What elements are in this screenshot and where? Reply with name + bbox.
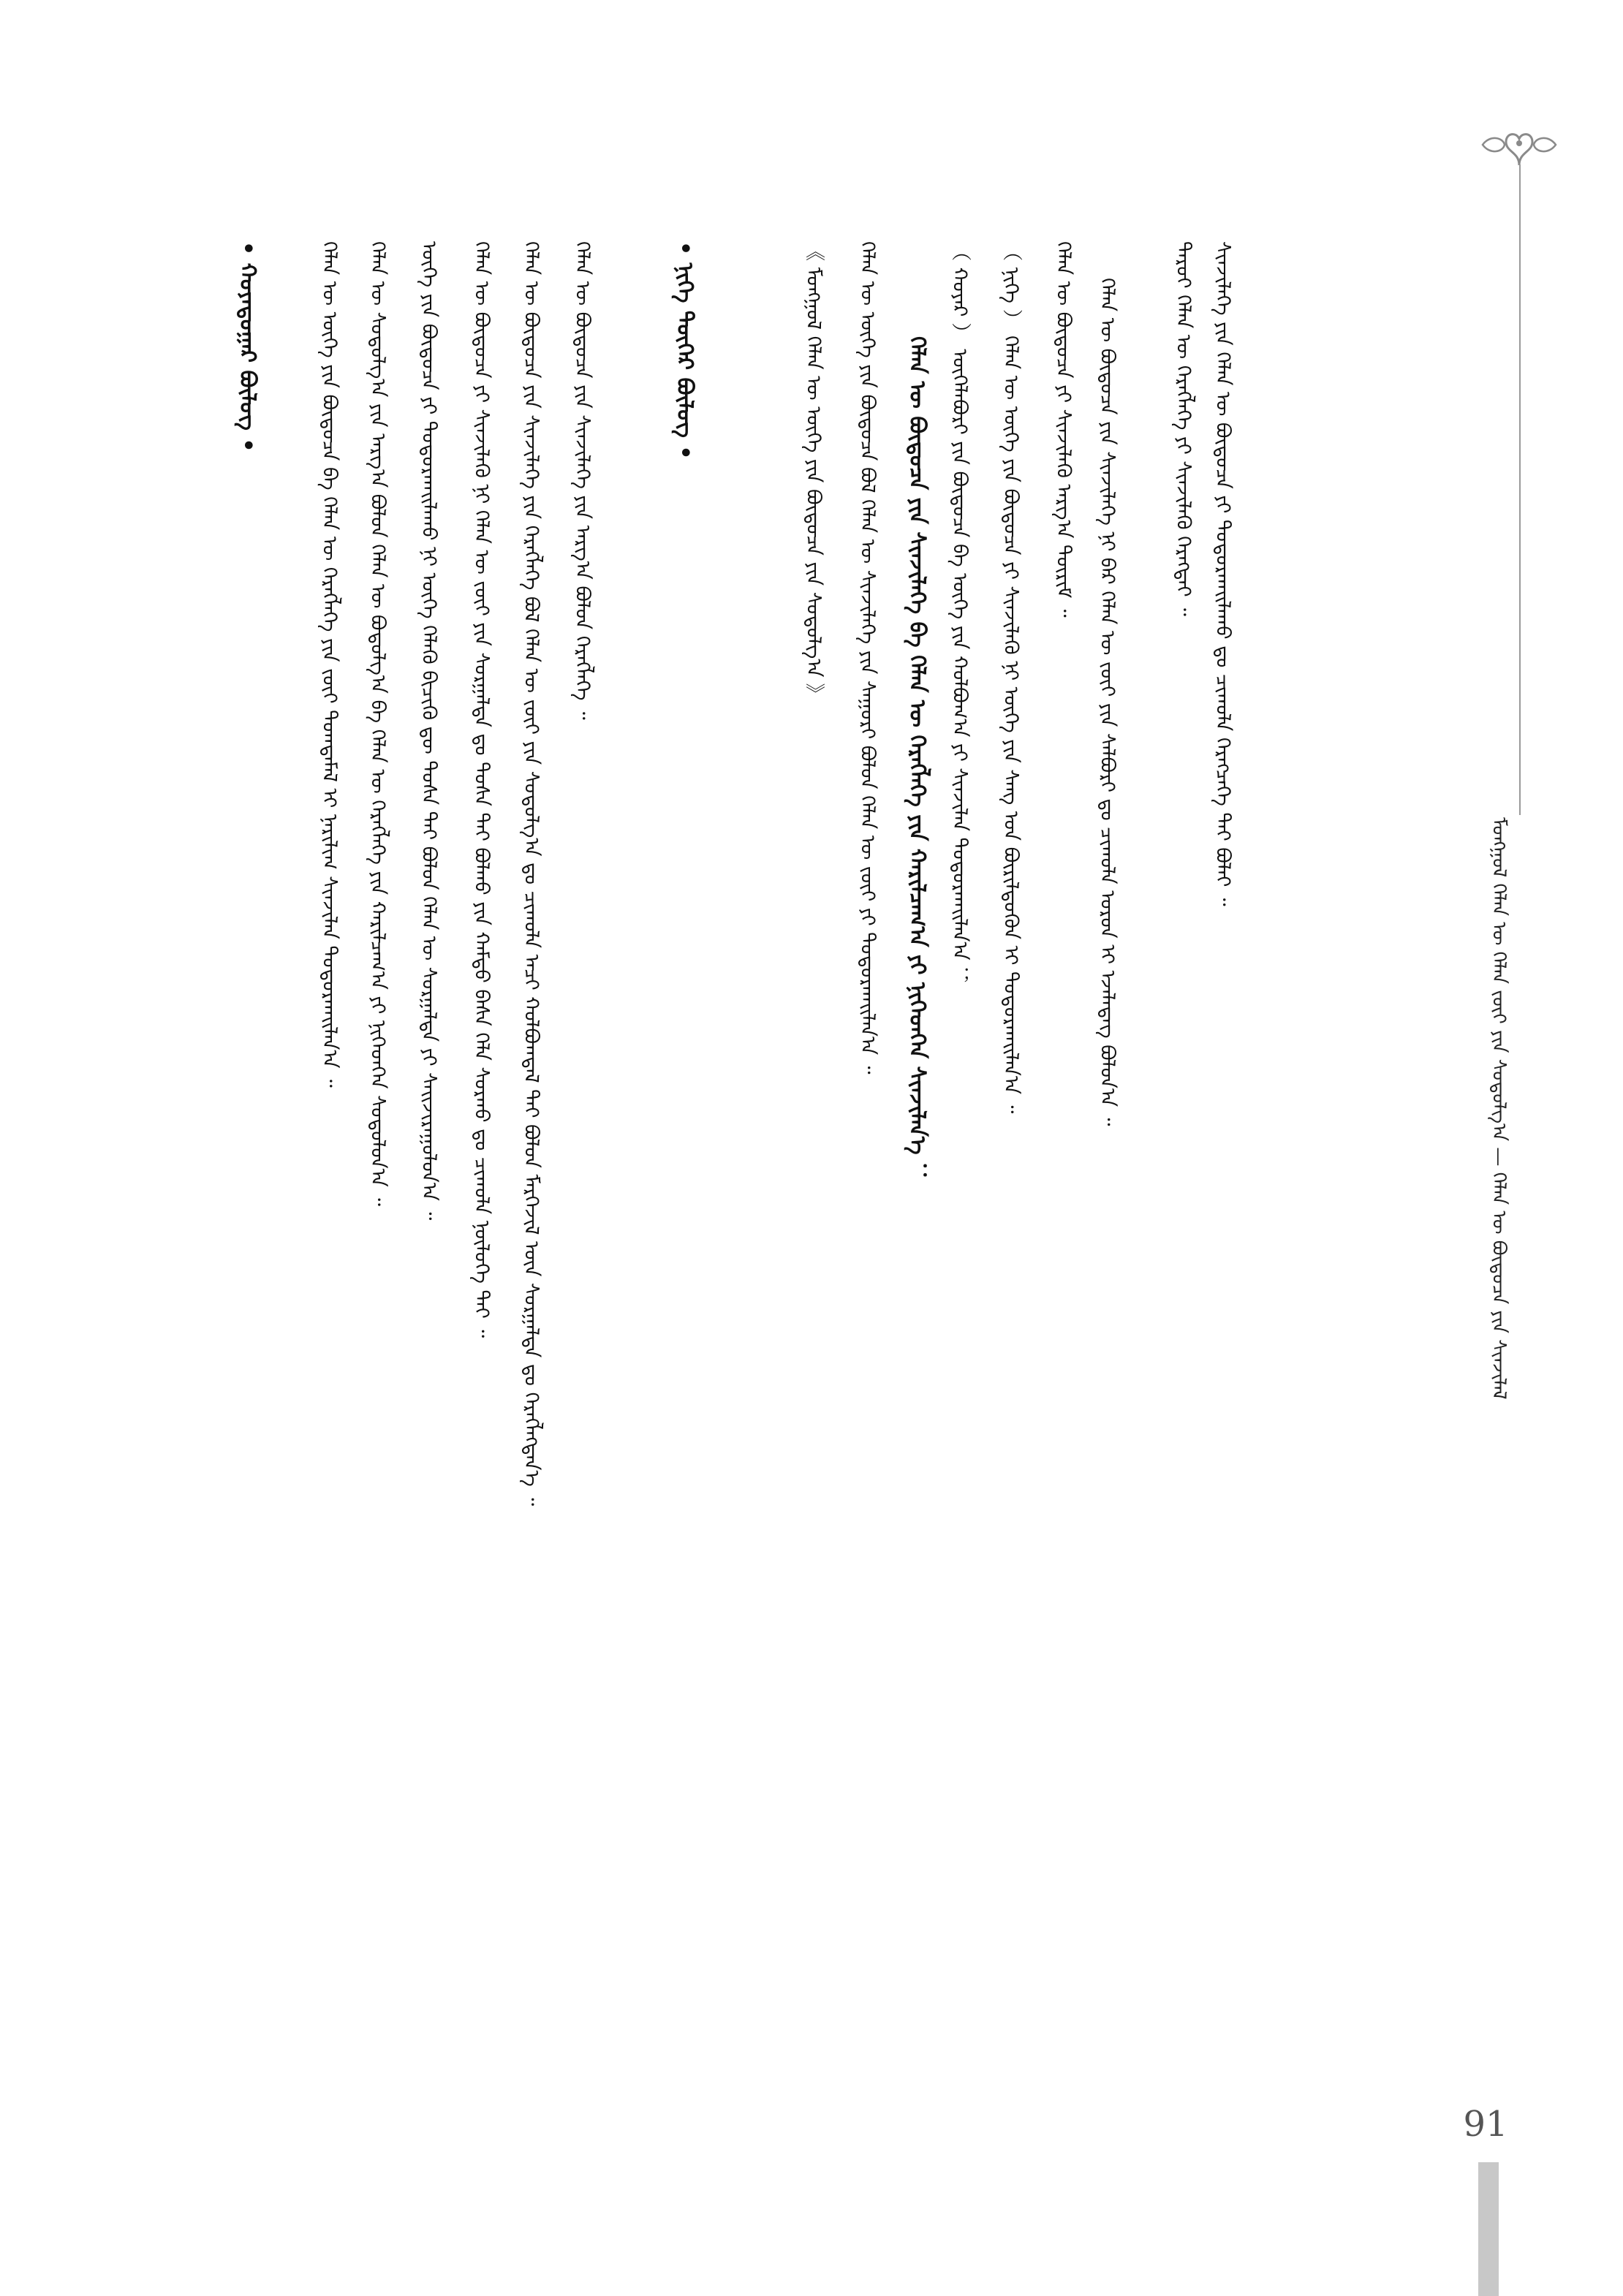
header-rule: [1519, 164, 1521, 815]
body-line: ᠬᠡᠯᠡᠨ ᠦ ᠦᠭᠡ ᠶᠢᠨ ᠪᠦᠲᠦᠴᠡ ᠪᠣᠯ ᠬᠡᠯᠡᠨ ᠦ ᠰᠢᠨᠵᠢᠯᠡᠭᠡ ᠶᠢᠨ ᠰᠠᠭᠤᠷᠢ ᠪᠣᠯᠤᠨ ᠬᠡᠯᠡᠨ ᠦ ᠵᠦᠢ ᠶᠢ ᠲᠣᠳᠣᠷᠬᠠᠢᠯᠠᠨ᠎ᠠ ᠃: [856, 241, 879, 1075]
section-heading: • ᠬᠣᠶᠠᠳᠤᠭᠠᠷ ᠪᠦᠯᠦᠭ •: [235, 241, 260, 452]
body-line: ᠬᠡᠯᠡᠨ ᠦ ᠪᠦᠲᠦᠴᠡ ᠶᠢ ᠰᠢᠨᠵᠢᠯᠡᠬᠦ ᠨᠢ ᠬᠡᠯᠡᠨ ᠦ ᠵᠦᠢ ᠶᠢᠨ ᠰᠣᠷᠭᠠᠯᠲᠠ ᠳᠤ ᠲᠤᠰᠠ ᠲᠠᠢ ᠪᠣᠯᠬᠤ ᠶᠢᠨ ᠬᠠᠮᠲᠤ ᠪᠠᠰᠠ ᠬᠡᠯᠡ ᠰᠤᠷᠬᠤ ᠳᠤ ᠴᠢᠬᠤᠯᠠ ᠨᠥᠯᠦᠭᠡ ᠲᠠᠢ ᠃: [470, 241, 493, 1338]
body-line: ᠳᠠᠷᠤᠢ ᠬᠡᠯᠡᠨ ᠦ ᠬᠡᠷᠡᠭᠯᠡᠭᠡ ᠶᠢ ᠰᠢᠨᠵᠢᠯᠡᠬᠦ ᠬᠡᠷᠡᠭᠲᠡᠢ ᠃: [1172, 241, 1195, 616]
body-line: ᠦᠭᠡ ᠶᠢᠨ ᠪᠦᠲᠦᠴᠡ ᠶᠢ ᠲᠣᠳᠣᠷᠬᠠᠢᠯᠠᠬᠤ ᠨᠢ ᠦᠭᠡ ᠬᠡᠯᠡᠬᠦ ᠪᠢᠴᠢᠬᠦ ᠳᠦ ᠲᠤᠰᠠ ᠲᠠᠢ ᠪᠣᠯᠤᠨ ᠬᠡᠯᠡᠨ ᠦ ᠰᠤᠷᠭᠠᠯᠲᠠ ᠶᠢ ᠰᠠᠢᠵᠢᠷᠠᠭᠤᠯᠤᠨ᠎ᠠ ᠃: [417, 241, 440, 1221]
body-line-bold: ᠬᠡᠯᠡᠨ ᠦ ᠪᠦᠲᠦᠴᠡ ᠶᠢᠨ ᠰᠢᠨᠵᠢᠯᠡᠭᠡ ᠪᠠ ᠬᠡᠯᠡᠨ ᠦ ᠬᠡᠷᠡᠭᠯᠡᠭᠡ ᠶᠢᠨ ᠬᠠᠷᠢᠯᠴᠠᠭ᠎ᠠ ᠶᠢ ᠨᠢᠭᠡᠳᠬᠡᠨ ᠰᠢᠨᠵᠢᠯᠡᠨ᠎ᠡ ：: [904, 336, 930, 1185]
body-line: ᠬᠡᠯᠡᠨ ᠦ ᠦᠭᠡ ᠶᠢᠨ ᠪᠦᠲᠦᠴᠡ ᠪᠠ ᠬᠡᠯᠡᠨ ᠦ ᠬᠡᠷᠡᠭᠯᠡᠭᠡ ᠶᠢᠨ ᠵᠦᠢ ᠲᠣᠭᠲᠠᠮᠠᠯ ᠢ ᠨᠠᠷᠢᠯᠢᠭ ᠰᠢᠨᠵᠢᠯᠡᠨ ᠲᠣᠳᠣᠷᠬᠠᠢᠯᠠᠨ᠎ᠠ ᠃: [318, 241, 341, 1088]
citation-line: 《 ᠮᠣᠩᠭᠣᠯ ᠬᠡᠯᠡᠨ ᠦ ᠦᠭᠡ ᠶᠢᠨ ᠪᠦᠲᠦᠴᠡ ᠶᠢᠨ ᠰᠤᠳᠤᠯᠭ᠎ᠠ 》: [802, 241, 825, 703]
page-number: 91: [1463, 2104, 1508, 2145]
body-line: ᠬᠡᠯᠡᠨ ᠦ ᠪᠦᠲᠦᠴᠡ ᠶᠢᠨ ᠰᠢᠨᠵᠢᠯᠡᠭᠡ ᠶᠢᠨ ᠠᠷᠭ᠎ᠠ ᠪᠣᠯᠤᠨ ᠬᠡᠷᠡᠭᠯᠡᠭᠡ ᠃: [571, 241, 594, 720]
body-line: （ ᠬᠣᠶᠠᠷ ） ᠦᠭᠡᠯᠡᠪᠦᠷᠢ ᠶᠢᠨ ᠪᠦᠲᠦᠴᠡ ᠪᠠ ᠦᠭᠡ ᠶᠢᠨ ᠬᠣᠯᠪᠣᠭ᠎ᠠ ᠶᠢ ᠰᠢᠨᠵᠢᠯᠡᠨ ᠲᠣᠳᠣᠷᠬᠠᠢᠯᠠᠨ᠎ᠠ ；: [948, 241, 971, 987]
body-line: ᠬᠡᠯᠡᠨ ᠦ ᠪᠦᠲᠦᠴᠡ ᠶᠢᠨ ᠰᠢᠨᠵᠢᠯᠡᠭᠡ ᠨᠢ ᠪᠠᠷ ᠬᠡᠯᠡᠨ ᠦ ᠵᠦᠢ ᠶᠢᠨ ᠰᠠᠯᠪᠤᠷᠢ ᠳᠤ ᠴᠢᠬᠤᠯᠠ ᠣᠷᠣᠨ ᠢ ᠡᠵᠡᠯᠡᠳᠡᠭ ᠪᠣᠯᠤᠨ᠎ᠠ ᠃: [1096, 278, 1119, 1126]
running-head: ᠮᠣᠩᠭᠣᠯ ᠬᠡᠯᠡᠨ ᠦ ᠬᠡᠯᠡᠨ ᠵᠦᠢ ᠶᠢᠨ ᠰᠤᠳᠤᠯᠭ᠎ᠠ — ᠬᠡᠯᠡᠨ ᠦ ᠪᠦᠲᠦᠴᠡ ᠶᠢᠨ ᠰᠢᠨᠵᠢᠯᠡᠯ: [1488, 817, 1510, 1400]
body-line: ᠬᠡᠯᠡᠨ ᠦ ᠪᠦᠲᠦᠴᠡ ᠶᠢ ᠰᠢᠨᠵᠢᠯᠡᠬᠦ ᠠᠷᠭ᠎ᠠ ᠳᠦᠷᠢᠮ ᠃: [1052, 241, 1075, 618]
section-heading: • ᠨᠢᠭᠡ ᠳᠦᠭᠡᠷ ᠪᠦᠯᠦᠭ •: [672, 241, 697, 460]
thumb-tab: [1478, 2162, 1499, 2296]
body-line: （ ᠨᠢᠭᠡ ） ᠬᠡᠯᠡᠨ ᠦ ᠦᠭᠡ ᠶᠢᠨ ᠪᠦᠲᠦᠴᠡ ᠶᠢ ᠰᠢᠨᠵᠢᠯᠡᠬᠦ ᠨᠢ ᠦᠭᠡ ᠶᠢᠨ ᠰᠠᠩ ᠤᠨ ᠪᠦᠷᠢᠯᠳᠦᠭᠦᠨ ᠢ ᠲᠣᠳᠣᠷᠬᠠᠢᠯᠠᠨ᠎ᠠ ᠃: [999, 241, 1022, 1114]
body-line: ᠰᠢᠨᠵᠢᠯᠡᠭᠡ ᠶᠢᠨ ᠬᠡᠯᠡᠨ ᠦ ᠪᠦᠲᠦᠴᠡ ᠶᠢ ᠲᠣᠳᠣᠷᠬᠠᠢᠯᠠᠬᠤ ᠳᠤ ᠴᠢᠬᠤᠯᠠ ᠬᠡᠷᠡᠭᠴᠡᠭᠡ ᠲᠠᠢ ᠪᠣᠯᠠᠢ ᠃: [1211, 241, 1234, 906]
body-line: ᠬᠡᠯᠡᠨ ᠦ ᠪᠦᠲᠦᠴᠡ ᠶᠢᠨ ᠰᠢᠨᠵᠢᠯᠡᠭᠡ ᠶᠢᠨ ᠬᠡᠷᠡᠭᠯᠡᠭᠡ ᠪᠣᠯ ᠬᠡᠯᠡᠨ ᠦ ᠵᠦᠢ ᠶᠢᠨ ᠰᠤᠳᠤᠯᠭ᠎ᠠ ᠳᠤ ᠴᠢᠬᠤᠯᠠ ᠠᠴᠢ ᠬᠣᠯᠪᠣᠭᠳᠠᠯ ᠲᠠᠢ ᠪᠣᠯᠤᠨ ᠮᠡᠷᠭᠡᠵᠢᠯ ᠦᠨ ᠰᠤᠷᠭᠠᠯᠲᠠ ᠳᠤ ᠬᠡᠷᠡᠭᠯᠡᠭᠳᠡᠨ᠎ᠡ ᠃: [520, 241, 542, 1507]
body-line: ᠬᠡᠯᠡᠨ ᠦ ᠰᠤᠳᠤᠯᠭ᠎ᠠ ᠶᠢᠨ ᠠᠷᠭ᠎ᠠ ᠪᠣᠯᠤᠨ ᠬᠡᠯᠡᠨ ᠦ ᠪᠣᠳᠤᠯᠭ᠎ᠠ ᠪᠠ ᠬᠡᠯᠡᠨ ᠦ ᠬᠡᠷᠡᠭᠯᠡᠭᠡ ᠶᠢᠨ ᠬᠠᠷᠢᠯᠴᠠᠭ᠎ᠠ ᠶᠢ ᠨᠢᠭᠡᠳᠬᠡᠨ ᠰᠤᠳᠤᠯᠤᠨ᠎ᠠ ᠃: [366, 241, 389, 1207]
